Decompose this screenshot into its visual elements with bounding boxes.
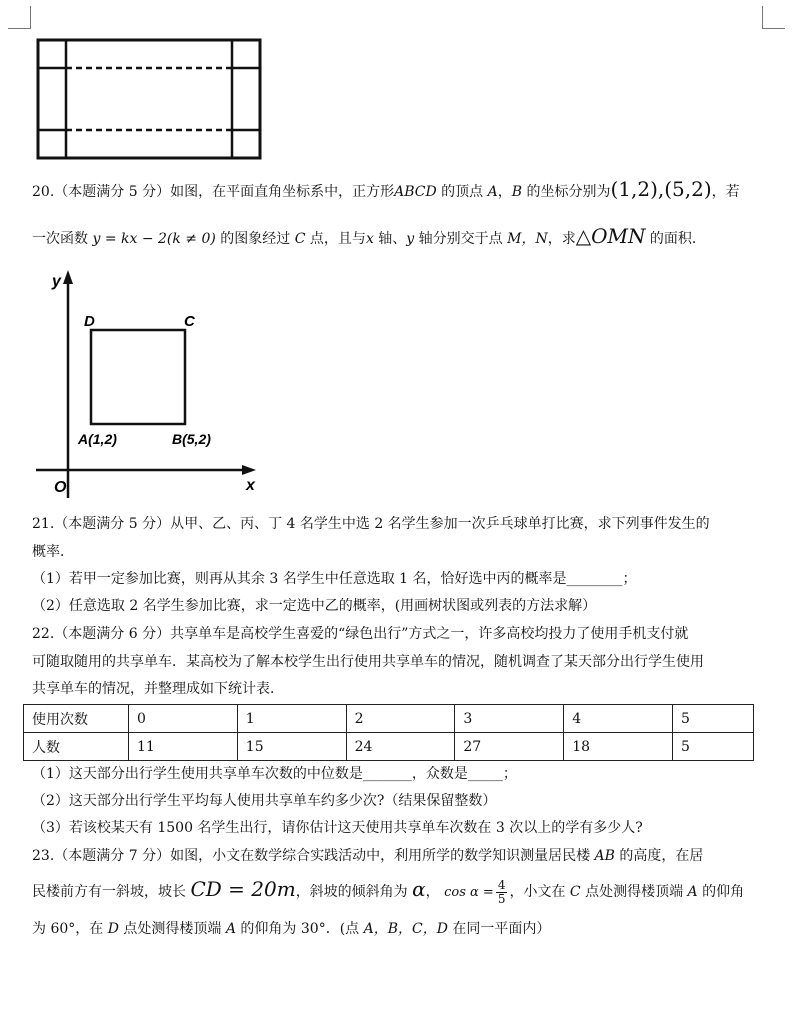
table-cell: 15 xyxy=(237,733,346,761)
y-axis-arrow xyxy=(63,270,73,284)
table-cell: 3 xyxy=(455,705,564,733)
point-c-label: C xyxy=(184,313,195,330)
table-cell: 24 xyxy=(346,733,455,761)
coordinate-diagram xyxy=(34,266,264,500)
q21-line2: 概率． xyxy=(32,544,74,560)
q21-line1: 21.（本题满分 5 分）从甲、乙、丙、丁 4 名学生中选 2 名学生参加一次乒乓球单打比赛，求下列事件发生的 xyxy=(32,516,710,532)
table-cell: 18 xyxy=(564,733,673,761)
square-abcd xyxy=(91,330,185,424)
frame-diagram xyxy=(36,38,262,160)
q23-line2: 民楼前方有一斜坡，坡长 CD = 20m，斜坡的倾斜角为 α， cos α = $\frac{4}{5}$ ，小文在 C 点处测得楼顶端 A 的仰角 xyxy=(32,877,745,906)
table-cell: 使用次数 xyxy=(24,705,129,733)
cos-fraction: $\frac{4}{5}$ xyxy=(497,877,506,906)
x-axis-arrow xyxy=(242,465,256,475)
x-axis-label: x xyxy=(246,477,255,494)
usage-stats-table xyxy=(23,704,754,761)
table-cell: 5 xyxy=(672,705,753,733)
q21-part2: （2）任意选取 2 名学生参加比赛，求一定选中乙的概率，(用画树状图或列表的方法求解） xyxy=(32,598,597,614)
origin-label: O xyxy=(54,479,67,496)
q22-line2: 可随取随用的共享单车．某高校为了解本校学生出行使用共享单车的情况，随机调查了某天部分出行学生使用 xyxy=(32,654,704,670)
table-cell: 4 xyxy=(564,705,673,733)
table-cell: 11 xyxy=(129,733,238,761)
q22-part2: （2）这天部分出行学生平均每人使用共享单车约多少次?（结果保留整数） xyxy=(32,793,497,809)
point-b-label: B(5,2) xyxy=(172,431,211,447)
table-row xyxy=(24,733,754,761)
table-cell: 2 xyxy=(346,705,455,733)
page-corner-mark xyxy=(8,6,31,29)
point-d-label: D xyxy=(84,313,95,330)
table-cell: 1 xyxy=(237,705,346,733)
q22-part3: （3）若该校某天有 1500 名学生出行，请你估计这天使用共享单车次数在 3 次以上的学有多少人? xyxy=(32,820,643,836)
table-row xyxy=(24,705,754,733)
q21-part1: （1）若甲一定参加比赛，则再从其余 3 名学生中任意选取 1 名，恰好选中丙的概率是________； xyxy=(32,571,637,587)
table-cell: 0 xyxy=(129,705,238,733)
q22-line3: 共享单车的情况，并整理成如下统计表． xyxy=(32,681,284,697)
page-corner-mark xyxy=(762,6,785,29)
table-cell: 人数 xyxy=(24,733,129,761)
q23-line1: 23.（本题满分 7 分）如图，小文在数学综合实践活动中，利用所学的数学知识测量居民楼 AB 的高度，在居 xyxy=(32,848,704,864)
q22-line1: 22.（本题满分 6 分）共享单车是高校学生喜爱的“绿色出行”方式之一，许多高校均投力了使用手机支付就 xyxy=(32,626,689,642)
q20-line1: 20.（本题满分 5 分）如图，在平面直角坐标系中，正方形ABCD 的顶点 A，B 的坐标分别为(1,2),(5,2)，若 xyxy=(32,177,740,201)
point-a-label: A(1,2) xyxy=(78,431,117,447)
table-cell: 5 xyxy=(672,733,753,761)
q22-part1: （1）这天部分出行学生使用共享单车次数的中位数是_______，众数是_____； xyxy=(32,766,517,782)
y-axis-label: y xyxy=(52,273,61,290)
q23-line3: 为 60°，在 D 点处测得楼顶端 A 的仰角为 30°．(点 A，B，C，D 在同一平面内） xyxy=(32,921,551,937)
table-cell: 27 xyxy=(455,733,564,761)
q20-line2: 一次函数 y = kx − 2(k ≠ 0) 的图象经过 C 点，且与x 轴、y 轴分别交于点 M，N，求△OMN 的面积． xyxy=(32,224,706,248)
